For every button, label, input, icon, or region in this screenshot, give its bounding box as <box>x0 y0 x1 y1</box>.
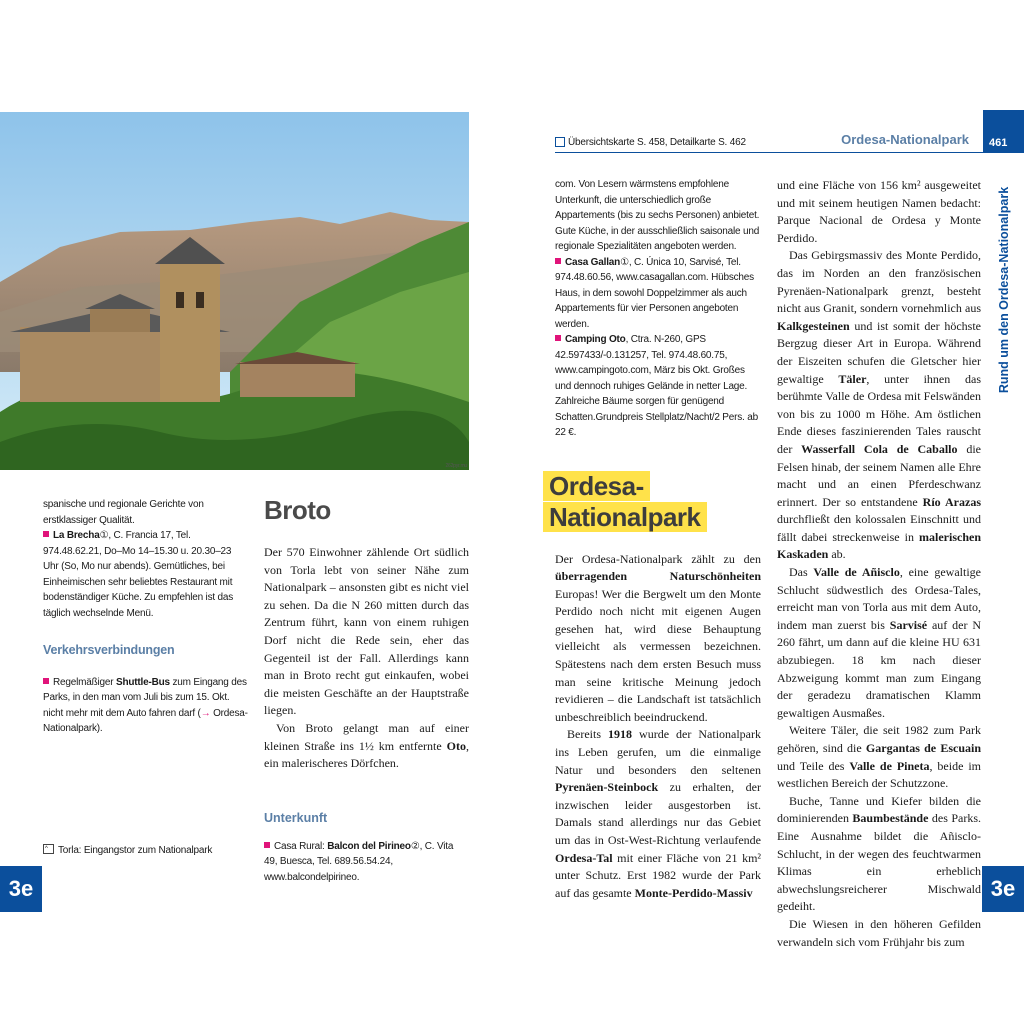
price-badge: ① <box>99 530 109 541</box>
restaurant-details: , C. Francia 17, Tel. 974.48.62.21, Do–Mo 14–15.30 u. 20.30–23 Uhr (So, Mo nur abends). Gemütliches, bei Einheimischen sehr beliebtes Restaurant mit bodenständiger Küche. Zu empfehlen ist das täglich wechselnde Menü. <box>43 530 234 619</box>
bullet-square-icon <box>555 258 561 264</box>
map-icon <box>555 137 565 147</box>
caption-marker-icon: ^ <box>43 844 54 854</box>
bullet-square-icon <box>555 335 561 341</box>
map-reference-link[interactable]: Übersichtskarte S. 458, Detailkarte S. 462 <box>568 137 746 148</box>
side-label-text: Rund um den Ordesa-Nationalpark <box>997 186 1011 394</box>
bullet-square-icon <box>43 678 49 684</box>
entry-shuttle <box>43 675 248 737</box>
shuttle-bold: Shuttle-Bus <box>115 676 170 688</box>
entry-casa-rural: Casa Rural: Balcon del Pirineo②, C. Vita 49, Buesca, Tel. 689.56.54.24, www.balcondelpirineo. <box>264 840 454 883</box>
section-title-broto: Broto <box>264 495 331 525</box>
bullet-square-icon <box>264 842 270 848</box>
ordesa-paragraph-7: Buche, Tanne und Kiefer bilden die dominierenden Baumbestände des Parks. Eine Ausnahme bildet die Añisclo-Schlucht, in der wegen des feuchtwarmen Klimas ein erheblich abwechslungsreicherer Mischwald gedeiht. <box>777 793 981 914</box>
section-title-ordesa: Ordesa- Nationalpark <box>543 471 761 533</box>
ordesa-paragraph-8: Die Wiesen in den höheren Gefilden verwandeln sich vom Frühjahr bis zum <box>777 916 981 949</box>
ordesa-paragraph-2: Bereits 1918 wurde der Nationalpark ins Leben gerufen, um die einmalige Natur und besonders den seltenen Pyrenäen-Steinbock zu erhalten, der inzwischen leider ausgestorben ist. Damals stand allerdings nur das Gebiet um das in Ost-West-Richtung verlaufende Ordesa-Tal mit einer Fläche von 21 km² unter Schutz. Erst 1982 wurde der Park auf das gesamte Monte-Perdido-Massiv <box>555 727 762 900</box>
ordesa-paragraph-3: und eine Fläche von 156 km² ausgeweitet und mit seinem heutigen Namen bedacht: Parque Nacional de Ordesa y Monte Perdido. <box>777 178 981 245</box>
entry-casa-gallan: Casa Gallan①, C. Única 10, Sarvisé, Tel. 974.48.60.56, www.casagallan.com. Hübsches Haus, in dem sowohl Doppelzimmer als auch Appartements für vier Personen angeboten werden. <box>555 256 754 330</box>
heading-unterkunft: Unterkunft <box>264 810 328 825</box>
page-number: 461 <box>989 137 1008 149</box>
running-head: Ordesa-Nationalpark <box>841 132 969 147</box>
entry-la-brecha <box>43 528 248 621</box>
chapter-tab-left[interactable]: 3e <box>0 866 42 912</box>
page-header <box>555 132 983 153</box>
arrow-icon: → <box>200 707 211 719</box>
restaurant-name: La Brecha <box>53 530 100 541</box>
ordesa-paragraph-5: Das Valle de Añisclo, eine gewaltige Schlucht südwestlich des Ordesa-Tales, erreicht man von Torla aus mit dem Auto, indem man zuerst bis Sarvisé auf der N 260 fährt, um dann auf die kleine HU 631 abzubiegen. 18 km nach dieser Abzweigung kommt man zum Eingang der geradezu dramatischen Klamm gewaltigen Ausmaßes. <box>777 565 982 720</box>
ordesa-paragraph-6: Weitere Täler, die seit 1982 zum Park gehören, sind die Gargantas de Escuain und Teile des Valle de Pineta, beide im westlichen Bereich der Schutzzone. <box>777 723 982 791</box>
landscape-illustration <box>0 112 469 470</box>
bullet-square-icon <box>43 531 49 537</box>
entry-camping-oto: Camping Oto, Ctra. N-260, GPS 42.597433/-0.131257, Tel. 974.48.60.75, www.campingoto.com, März bis Okt. Großes und dennoch ruhiges Gelände in netter Lage. Zahlreiche Bäume sorgen für genügend Schatten.Grundpreis Stellplatz/Nacht/2 Pers. ab 22 €. <box>555 334 758 438</box>
photo-torla <box>0 112 469 470</box>
shuttle-post: zum Eingang des Parks, in den man vom Juli bis zum 15. Okt. nicht mehr mit dem Auto fahren darf ( <box>43 676 247 719</box>
caption-text: Torla: Eingangstor zum Nationalpark <box>58 845 213 856</box>
page-number-box <box>983 110 1024 153</box>
left-col2 <box>264 495 469 885</box>
shuttle-pre: Regelmäßiger <box>53 676 116 688</box>
broto-paragraph-2: Von Broto gelangt man auf einer kleinen Straße ins 1½ km entfernte Oto, ein malerischeres Dörfchen. <box>264 720 469 771</box>
heading-verkehr: Verkehrsverbindungen <box>43 643 175 657</box>
intro-text: spanische und regionale Gerichte von erstklassiger Qualität. <box>43 499 204 526</box>
cross-ref-link[interactable]: Ordesa-Nationalpark). <box>43 707 248 734</box>
cont-text: com. Von Lesern wärmstens empfohlene Unterkunft, die unterschiedlich große Appartements (bis zu sechs Personen) anbietet. Gute Küche, in der ausschließlich saisonale und regionale Spezialitäten angeboten werden. <box>555 179 760 252</box>
ordesa-paragraph-1: Der Ordesa-Nationalpark zählt zu den überragenden Naturschönheiten Europas! Wer die Bergwelt um den Monte Perdido noch nicht mit eigenen Augen gesehen hat, wird diese Behauptung vielleicht als vermessen bezeichnen. Spätestens nach dem ersten Besuch muss man seine kritische Meinung jedoch revidieren – die Landschaft ist tatsächlich unbeschreiblich beeindruckend. <box>555 551 761 724</box>
left-col1 <box>43 497 248 737</box>
photo-credit: 262pyr.mu <box>445 462 467 469</box>
ordesa-paragraph-4: Das Gebirgsmassiv des Monte Perdido, das im Norden an den französischen Pyrenäen-Nationalpark grenzt, besteht nicht aus Granit, sondern vornehmlich aus Kalkgesteinen und ist somit der höchste Bergzug dieser Art in Europa. Während der Eiszeiten schufen die Gletscher hier gewaltige Täler, unter ihnen das berühmte Valle de Ordesa mit Felswänden von bis zu 1000 m Höhe. Am östlichen Ende dieses faszinierenden Tales rauscht der Wasserfall Cola de Caballo die Felsen hinab, der seinem Namen alle Ehre macht und an einen Pferdeschwanz erinnert. Der so entstandene Río Arazas durchfließt den kolossalen Einschnitt und fällt dabei streckenweise in malerischen Kaskaden ab. <box>777 248 981 562</box>
chapter-tab-right[interactable]: 3e <box>982 866 1024 912</box>
right-col1 <box>549 177 762 902</box>
right-col2 <box>777 177 981 951</box>
side-label-vertical <box>992 160 1016 420</box>
photo-caption <box>43 843 253 859</box>
broto-paragraph-1: Der 570 Einwohner zählende Ort südlich von Torla lebt von seiner Nähe zum Nationalpark – ansonsten gibt es nicht viel zu sehen. Da die N 260 mitten durch das Zentrum führt, kann von einem ruhigen Dorf nicht die Rede sein, eher das Gegenteil ist der Fall. Allerdings kann man in Broto recht gut einkaufen, wobei die meisten Geschäfte an der Hauptstraße liegen. <box>264 545 469 718</box>
